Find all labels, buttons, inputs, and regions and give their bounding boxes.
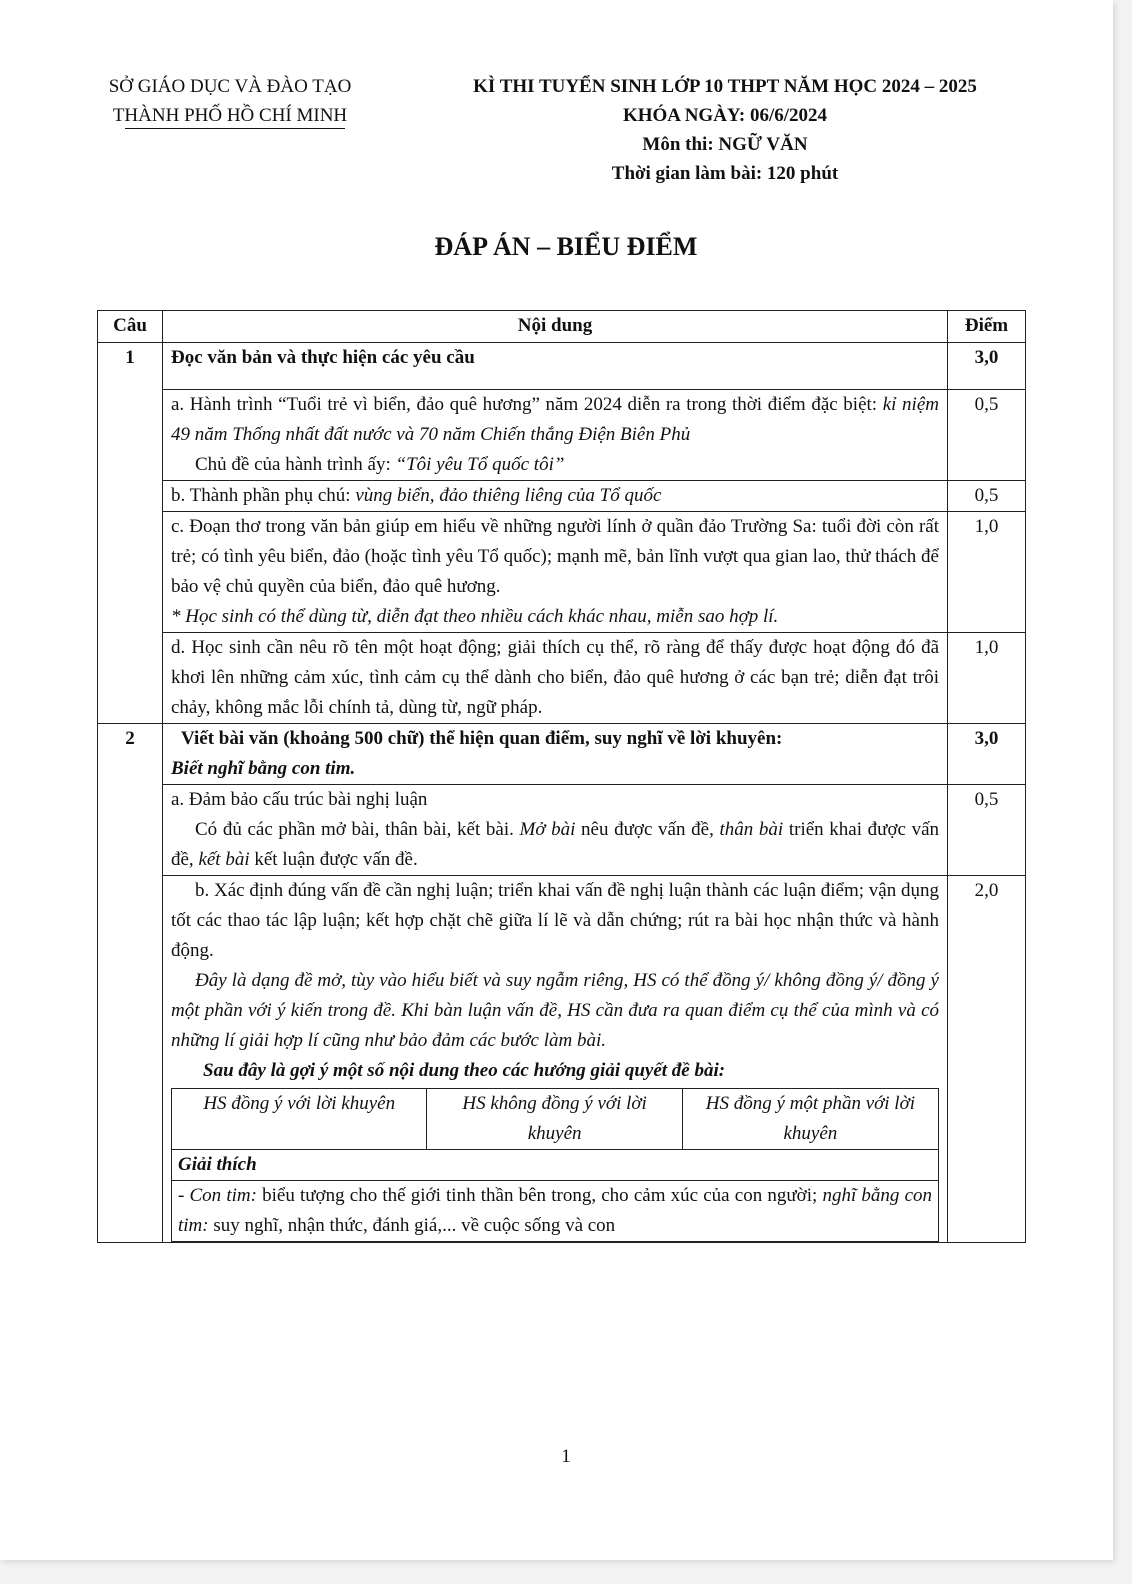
- suggestion-row-title: Giải thích: [172, 1150, 939, 1181]
- answer-a-title: a. Đảm bảo cấu trúc bài nghị luận: [171, 789, 428, 810]
- suggestion-table: [171, 1088, 939, 1242]
- table-row: [98, 390, 1026, 481]
- answer-points: 0,5: [948, 481, 1026, 512]
- suggestion-row: [172, 1150, 939, 1181]
- answer-a-text: [171, 815, 939, 875]
- city-name: THÀNH PHỐ HỒ CHÍ MINH: [112, 105, 348, 126]
- suggestion-col-agree: HS đồng ý với lời khuyên: [172, 1089, 427, 1150]
- section-title: Đọc văn bản và thực hiện các yêu cầu: [163, 343, 948, 390]
- text-run: kết luận được vấn đề.: [249, 849, 418, 870]
- section-points: 3,0: [948, 343, 1026, 390]
- text-run: nêu được vấn đề,: [575, 819, 720, 840]
- answer-cell: [163, 876, 948, 1243]
- answer-cell: [163, 512, 948, 633]
- answer-b-text: b. Thành phần phụ chú:: [171, 485, 356, 506]
- section-points: 3,0: [948, 724, 1026, 785]
- table-row: [98, 876, 1026, 1243]
- answer-points: 2,0: [948, 876, 1026, 1243]
- table-header-row: [98, 311, 1026, 343]
- text-run: Mở bài: [519, 819, 576, 840]
- page-title: ĐÁP ÁN – BIỂU ĐIỂM: [434, 232, 698, 261]
- suggestion-row: [172, 1181, 939, 1242]
- answer-cell: [163, 633, 948, 724]
- text-run: thân bài: [719, 819, 784, 840]
- col-header-diem: Điểm: [948, 311, 1026, 343]
- text-run: - Con tim:: [178, 1185, 257, 1206]
- text-run: suy nghĩ, nhận thức, đánh giá,... về cuộc sống và con: [208, 1215, 616, 1236]
- answer-c-note: * Học sinh có thể dùng từ, diễn đạt theo nhiều cách khác nhau, miễn sao hợp lí.: [171, 606, 779, 627]
- text-run: triển khai được vấn đề,: [171, 819, 940, 870]
- answer-b-italic: vùng biển, đảo thiêng liêng của Tổ quốc: [355, 485, 662, 506]
- suggestion-col-partial: HS đồng ý một phần với lời khuyên: [682, 1089, 938, 1150]
- answer-b-italic: Đây là dạng đề mở, tùy vào hiểu biết và suy ngẫm riêng, HS có thể đồng ý/ không đồng ý/ đồng ý một phần với ý kiến trong đề. Khi bàn luận vấn đề, HS cần đưa ra quan điểm cụ thể của mình và có những lí giải hợp lí cũng như bảo đảm các bước làm bài.: [171, 970, 939, 1051]
- answer-table: [97, 310, 1026, 1243]
- answer-a-text: a. Hành trình “Tuổi trẻ vì biển, đảo quê hương” năm 2024 diễn ra trong thời điểm đặc biệt:: [171, 394, 883, 415]
- question-number: 2: [98, 724, 163, 1243]
- text-run: kết bài: [198, 849, 250, 870]
- suggestion-row-text: [172, 1181, 939, 1242]
- answer-d-text: d. Học sinh cần nêu rõ tên một hoạt động; giải thích cụ thể, rõ ràng để thấy được hoạt động đó đã khơi lên những cảm xúc, tình cảm cụ thể dành cho biển, đảo quê hương ở các bạn trẻ; diễn đạt trôi chảy, không mắc lỗi chính tả, dùng từ, ngữ pháp.: [171, 637, 939, 718]
- section-title-line1: Viết bài văn (khoảng 500 chữ) thể hiện quan điểm, suy nghĩ về lời khuyên:: [181, 728, 783, 749]
- table-row: [98, 512, 1026, 633]
- answer-a-theme: Chủ đề của hành trình ấy:: [195, 454, 396, 475]
- answer-points: 0,5: [948, 390, 1026, 481]
- section-title-line2: Biết nghĩ bằng con tim.: [171, 758, 356, 779]
- answer-points: 1,0: [948, 512, 1026, 633]
- text-run: biểu tượng cho thế giới tinh thần bên trong, cho cảm xúc của con người;: [256, 1185, 823, 1206]
- answer-text: [171, 450, 939, 480]
- exam-date: KHÓA NGÀY: 06/6/2024: [622, 105, 828, 126]
- col-header-cau: Câu: [98, 311, 163, 343]
- answer-cell: [163, 785, 948, 876]
- table-row: [98, 633, 1026, 724]
- table-row: [98, 343, 1026, 390]
- answer-points: 1,0: [948, 633, 1026, 724]
- table-row: [98, 724, 1026, 785]
- answer-c-text: c. Đoạn thơ trong văn bản giúp em hiểu về những người lính ở quần đảo Trường Sa: tuổi đời còn rất trẻ; có tình yêu biển, đảo (hoặc tình yêu Tổ quốc); mạnh mẽ, bản lĩnh vượt qua gian lao, thử thách để bảo vệ chủ quyền của biển, đảo quê hương.: [171, 516, 939, 597]
- header-left: [60, 72, 400, 130]
- table-row: [98, 481, 1026, 512]
- text-run: Có đủ các phần mở bài, thân bài, kết bài.: [195, 819, 520, 840]
- answer-points: 0,5: [948, 785, 1026, 876]
- question-number: 1: [98, 343, 163, 724]
- answer-a-theme-italic: “Tôi yêu Tổ quốc tôi”: [395, 454, 565, 475]
- col-header-noidung: Nội dung: [163, 311, 948, 343]
- page-number: 1: [561, 1446, 571, 1467]
- header-right: [400, 72, 1050, 188]
- answer-b-suggestion: Sau đây là gợi ý một số nội dung theo các hướng giải quyết đề bài:: [203, 1060, 726, 1081]
- department-name: SỞ GIÁO DỤC VÀ ĐÀO TẠO: [108, 76, 352, 97]
- exam-subject: Môn thi: NGỮ VĂN: [642, 134, 808, 155]
- answer-b-text: b. Xác định đúng vấn đề cần nghị luận; triển khai vấn đề nghị luận thành các luận điểm; vận dụng tốt các thao tác lập luận; kết hợp chặt chẽ giữa lí lẽ và dẫn chứng; rút ra bài học nhận thức và hành động.: [171, 880, 939, 961]
- answer-cell: [163, 481, 948, 512]
- suggestion-header-row: [172, 1089, 939, 1150]
- table-row: [98, 785, 1026, 876]
- header-underline: [125, 128, 345, 129]
- text-run: nghĩ bằng con tim:: [178, 1185, 932, 1236]
- answer-a-italic: kỉ niệm 49 năm Thống nhất đất nước và 70 năm Chiến thắng Điện Biên Phủ: [171, 394, 939, 445]
- exam-duration: Thời gian làm bài: 120 phút: [611, 163, 839, 184]
- answer-cell: [163, 390, 948, 481]
- exam-name: KÌ THI TUYỂN SINH LỚP 10 THPT NĂM HỌC 2024 – 2025: [473, 76, 977, 97]
- answer-text: [171, 390, 939, 450]
- section-title: [163, 724, 948, 785]
- suggestion-col-disagree: HS không đồng ý với lời khuyên: [427, 1089, 682, 1150]
